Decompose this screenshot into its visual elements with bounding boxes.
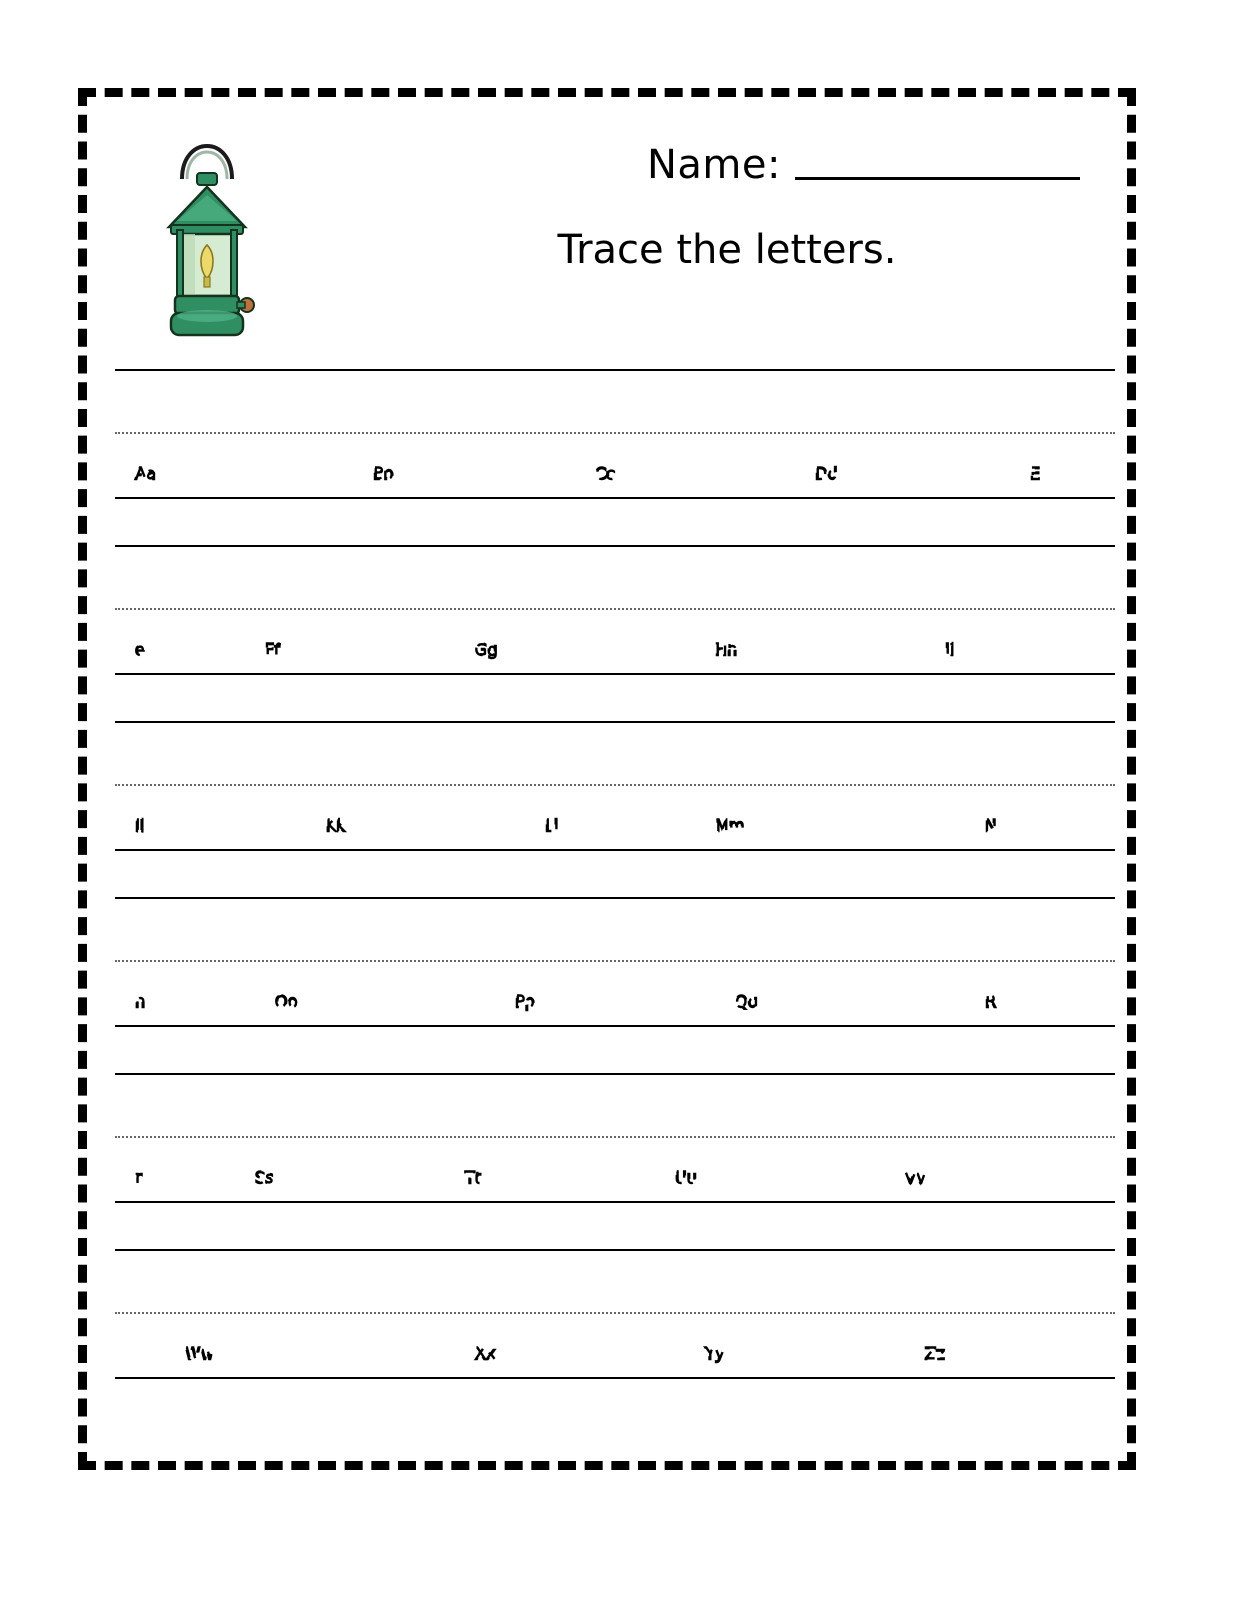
row-letters	[115, 527, 1115, 692]
trace-row-3[interactable]	[115, 721, 1115, 851]
trace-row-2[interactable]	[115, 545, 1115, 675]
svg-text:Mm: Mm	[715, 816, 745, 835]
svg-text:e: e	[135, 640, 145, 659]
name-label: Name:	[647, 142, 781, 188]
name-input-blank[interactable]	[795, 177, 1080, 180]
svg-text:Aa: Aa	[135, 464, 156, 483]
instruction-text: Trace the letters.	[557, 227, 897, 273]
row-letters	[115, 703, 1115, 868]
svg-text:Dd: Dd	[815, 464, 838, 483]
trace-row-5[interactable]	[115, 1073, 1115, 1203]
row-letters	[115, 1231, 1115, 1396]
trace-row-1[interactable]	[115, 369, 1115, 499]
svg-text:R: R	[985, 992, 997, 1011]
row-letters	[115, 351, 1115, 516]
svg-text:Yy: Yy	[705, 1344, 725, 1363]
name-field-row	[647, 142, 1080, 188]
svg-text:r: r	[135, 1168, 142, 1187]
svg-text:Hh: Hh	[715, 640, 738, 659]
svg-text:Qq: Qq	[735, 992, 758, 1011]
lantern-icon	[147, 117, 267, 347]
svg-text:Vv: Vv	[905, 1168, 926, 1187]
svg-text:Gg: Gg	[475, 640, 497, 659]
svg-text:Jj: Jj	[135, 816, 145, 835]
svg-text:Xx: Xx	[475, 1344, 496, 1363]
svg-text:Zz: Zz	[925, 1344, 945, 1363]
svg-text:Ss: Ss	[255, 1168, 274, 1187]
svg-text:Pp: Pp	[515, 992, 535, 1011]
svg-text:Ww: Ww	[185, 1344, 214, 1363]
svg-text:Ll: Ll	[545, 816, 559, 835]
svg-text:Tt: Tt	[465, 1168, 482, 1187]
svg-text:Kk: Kk	[325, 816, 345, 835]
svg-text:E: E	[1030, 464, 1041, 483]
trace-row-4[interactable]	[115, 897, 1115, 1027]
row-letters	[115, 879, 1115, 1044]
svg-text:N: N	[985, 816, 997, 835]
trace-row-6[interactable]	[115, 1249, 1115, 1379]
svg-text:Uu: Uu	[675, 1168, 697, 1187]
svg-text:Cc: Cc	[595, 464, 615, 483]
svg-text:Bb: Bb	[373, 464, 394, 483]
worksheet-page	[78, 88, 1136, 1470]
svg-text:Oo: Oo	[275, 992, 298, 1011]
svg-text:Ii: Ii	[945, 640, 955, 659]
row-letters	[115, 1055, 1115, 1220]
svg-text:Ff: Ff	[265, 640, 280, 659]
worksheet-header	[87, 97, 1127, 357]
svg-text:n: n	[135, 992, 146, 1011]
